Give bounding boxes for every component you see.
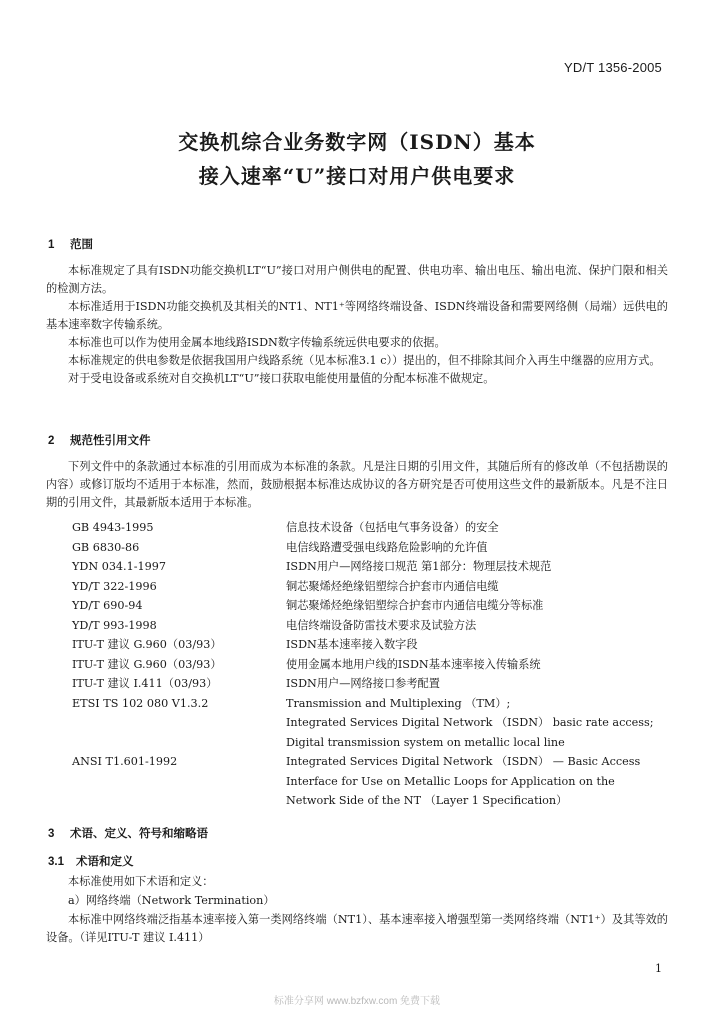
reference-title: 铜芯聚烯烃绝缘铝塑综合护套市内通信电缆 — [286, 579, 499, 593]
reference-code: YD/T 993-1998 — [72, 618, 157, 632]
paragraph: 本标准适用于ISDN功能交换机及其相关的NT1、NT1⁺等网络终端设备、ISDN终端设备和需要网络侧（局端）远供电的基本速率数字传输系统。 — [46, 300, 668, 331]
standard-code: YD/T 1356-2005 — [564, 60, 662, 75]
reference-item — [72, 596, 672, 616]
reference-code: YD/T 322-1996 — [72, 579, 157, 593]
subsection-number: 3.1 — [48, 856, 64, 868]
reference-item — [72, 674, 672, 694]
reference-item — [72, 752, 672, 811]
footer-watermark: 标准分享网 www.bzfxw.com 免费下载 — [273, 996, 441, 1007]
reference-code: ITU-T 建议 I.411（03/93） — [72, 677, 218, 690]
title-line-2: 接入速率“U”接口对用户供电要求 — [198, 164, 516, 188]
section-1-body — [46, 262, 668, 388]
reference-item — [72, 616, 672, 636]
reference-title: 使用金属本地用户线的ISDN基本速率接入传输系统 — [286, 657, 541, 671]
reference-code: ITU-T 建议 G.960（03/93） — [72, 638, 222, 651]
paragraph: 下列文件中的条款通过本标准的引用而成为本标准的条款。凡是注日期的引用文件，其随后所有的修改单（不包括勘误的内容）或修订版均不适用于本标准，然而，鼓励根据本标准达成协议的各方研究是否可使用这些文件的最新版本。凡是不注日期的引用文件，其最新版本适用于本标准。 — [46, 460, 668, 509]
section-number: 3 — [48, 828, 55, 840]
subsection-title: 术语和定义 — [76, 856, 134, 868]
reference-title: Integrated Services Digital Network （ISDN） — Basic Access Interface for Use on Metallic Loops for Application on the Network Side of the NT （Layer 1 Specification） — [286, 755, 641, 807]
reference-list — [72, 518, 672, 811]
reference-item — [72, 577, 672, 597]
term-a-definition — [46, 911, 668, 947]
reference-code: ETSI TS 102 080 V1.3.2 — [72, 696, 209, 710]
reference-code: GB 4943-1995 — [72, 521, 154, 534]
section-2-intro — [46, 458, 668, 512]
reference-title: ISDN基本速率接入数字段 — [286, 638, 418, 651]
reference-code: YD/T 690-94 — [72, 599, 143, 612]
reference-title: ISDN用户—网络接口规范 第1部分：物理层技术规范 — [286, 560, 552, 573]
section-title: 规范性引用文件 — [70, 435, 151, 447]
section-title: 范围 — [70, 239, 93, 251]
reference-item — [72, 518, 672, 538]
section-2-heading — [48, 432, 151, 448]
subsection-3-1-heading — [48, 853, 134, 869]
reference-code: ITU-T 建议 G.960（03/93） — [72, 657, 222, 671]
section-number: 1 — [48, 239, 55, 251]
reference-title: Transmission and Multiplexing （TM）; Integrated Services Digital Network （ISDN） basic rate access; Digital transmission system on metallic local line — [286, 696, 654, 749]
reference-title: 铜芯聚烯烃绝缘铝塑综合护套市内通信电缆分等标准 — [286, 599, 544, 612]
reference-item — [72, 557, 672, 577]
term-a: a）网络终端（Network Termination） — [68, 894, 275, 907]
paragraph: 本标准规定了具有ISDN功能交换机LT“U”接口对用户侧供电的配置、供电功率、输出电压、输出电流、保护门限和相关的检测方法。 — [46, 264, 668, 295]
reference-title: 电信线路遭受强电线路危险影响的允许值 — [286, 540, 488, 554]
section-3-heading — [48, 825, 208, 841]
terms-intro: 本标准使用如下术语和定义： — [68, 875, 214, 888]
reference-item — [72, 538, 672, 558]
reference-title: ISDN用户—网络接口参考配置 — [286, 677, 440, 690]
paragraph: 本标准中网络终端泛指基本速率接入第一类网络终端（NT1）、基本速率接入增强型第一类网络终端（NT1⁺）及其等效的设备。（详见ITU-T 建议 I.411） — [46, 913, 668, 944]
section-number: 2 — [48, 435, 55, 447]
reference-code: GB 6830-86 — [72, 540, 140, 554]
reference-code: YDN 034.1-1997 — [72, 560, 166, 573]
paragraph: 对于受电设备或系统对自交换机LT“U”接口获取电能使用量值的分配本标准不做规定。 — [68, 372, 495, 385]
reference-item — [72, 655, 672, 675]
reference-title: 信息技术设备（包括电气事务设备）的安全 — [286, 521, 499, 534]
reference-item — [72, 635, 672, 655]
reference-item — [72, 694, 672, 753]
paragraph: 本标准也可以作为使用金属本地线路ISDN数字传输系统远供电要求的依据。 — [68, 336, 446, 349]
reference-title: 电信终端设备防雷技术要求及试验方法 — [286, 618, 477, 632]
page-number: 1 — [655, 962, 662, 975]
reference-code: ANSI T1.601-1992 — [72, 755, 178, 768]
paragraph: 本标准规定的供电参数是依据我国用户线路系统（见本标准3.1 c））提出的，但不排除其间介入再生中继器的应用方式。 — [68, 354, 661, 367]
section-1-heading — [48, 236, 93, 252]
section-title: 术语、定义、符号和缩略语 — [70, 828, 208, 840]
title-line-1: 交换机综合业务数字网（ISDN）基本 — [178, 130, 536, 154]
